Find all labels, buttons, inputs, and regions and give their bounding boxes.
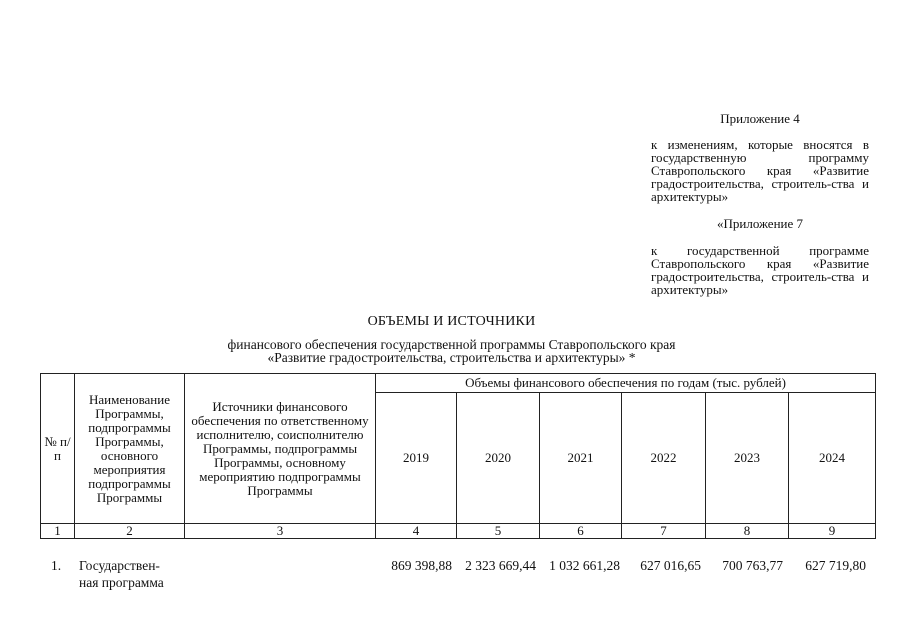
column-number: 7 [622, 524, 706, 539]
row-name-line-2: ная программа [79, 575, 164, 590]
column-number: 9 [789, 524, 876, 539]
column-number: 1 [41, 524, 75, 539]
column-number: 2 [75, 524, 185, 539]
appendix-block [651, 112, 869, 296]
column-number: 4 [376, 524, 457, 539]
row-value: 2 323 669,44 [465, 558, 536, 573]
subtitle-line-1: финансового обеспечения государственной программы Ставропольского края [227, 337, 676, 352]
row-value: 869 398,88 [391, 558, 452, 573]
document-title: ОБЪЕМЫ И ИСТОЧНИКИ [367, 314, 536, 329]
appendix-text: к изменениям, которые вносятся в государственную программу Ставропольского края «Развитие градостроительства, строитель-ства и архитектуры» [651, 137, 869, 204]
financing-table [40, 373, 876, 539]
header-sources: Источники финансового обеспечения по ответственному исполнителю, соисполнителю Программы, подпрограммы Программы, основному мероприятию подпрограммы Программы [185, 374, 376, 524]
header-name: Наименование Программы, подпрограммы Программы, основного мероприятия подпрограммы Программы [75, 374, 185, 524]
header-year: 2024 [789, 393, 876, 524]
header-year: 2023 [706, 393, 789, 524]
header-year: 2020 [457, 393, 540, 524]
appendix-title: Приложение 4 [720, 111, 800, 126]
row-name-line-1: Государствен- [79, 558, 160, 573]
header-volumes: Объемы финансового обеспечения по годам (тыс. рублей) [376, 374, 876, 393]
column-number: 6 [540, 524, 622, 539]
row-number: 1. [51, 558, 62, 573]
column-number: 8 [706, 524, 789, 539]
row-value: 1 032 661,28 [549, 558, 620, 573]
column-number: 5 [457, 524, 540, 539]
column-number: 3 [185, 524, 376, 539]
header-year: 2019 [376, 393, 457, 524]
row-value: 627 719,80 [805, 558, 866, 573]
header-year: 2021 [540, 393, 622, 524]
row-name [79, 557, 189, 591]
appendix-title-2: «Приложение 7 [716, 216, 804, 231]
row-value: 627 016,65 [640, 558, 701, 573]
header-num: № п/п [41, 374, 75, 524]
header-year: 2022 [622, 393, 706, 524]
subtitle-line-2: «Развитие градостроительства, строительства и архитектуры» * [267, 350, 636, 365]
document-subtitle [0, 338, 903, 364]
appendix-text-2: к государственной программе Ставропольского края «Развитие градостроительства, строитель-ства и архитектуры» [651, 243, 869, 297]
row-value: 700 763,77 [722, 558, 783, 573]
